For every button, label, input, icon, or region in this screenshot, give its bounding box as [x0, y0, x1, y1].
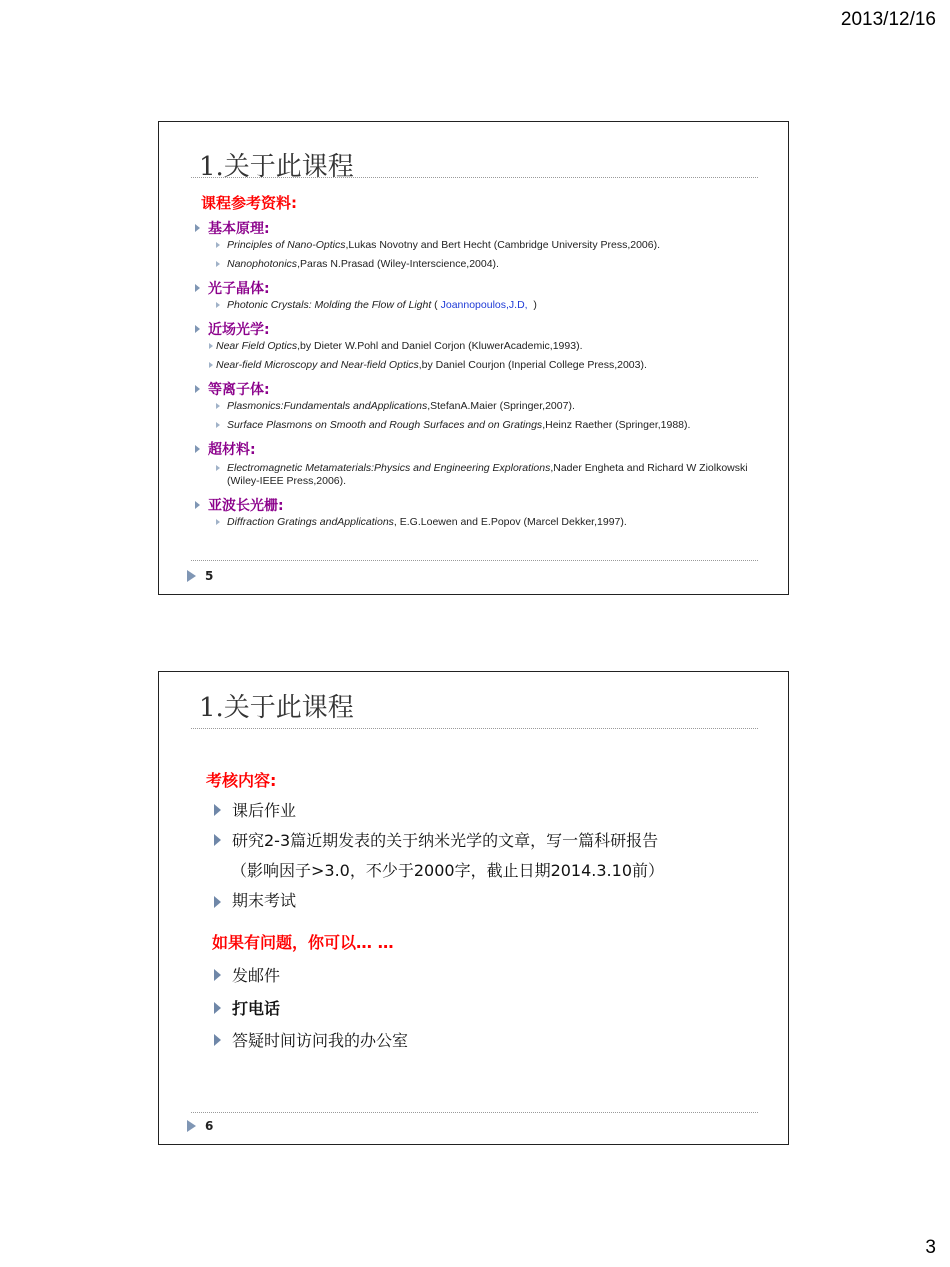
bullet-icon	[214, 969, 221, 981]
category-metamaterials	[195, 438, 775, 460]
bullet-icon	[214, 804, 221, 816]
bullet-icon	[209, 362, 213, 368]
reference-author-link[interactable]: Joannopoulos,J.D,	[440, 299, 528, 311]
references-heading: 课程参考资料:	[201, 194, 297, 212]
contact-item-text: 答疑时间访问我的办公室	[232, 1031, 409, 1050]
reference-item	[195, 340, 775, 353]
category-label: 亚波长光栅:	[208, 498, 284, 514]
bullet-icon	[216, 261, 220, 267]
reference-details: ,StefanA.Maier (Springer,2007).	[427, 400, 575, 412]
slide-number	[187, 1119, 213, 1133]
footer-divider	[191, 560, 758, 561]
reference-item	[195, 299, 775, 312]
exam-item-continuation: （影响因子>3.0，不少于2000字，截止日期2014.3.10前）	[231, 861, 665, 880]
reference-item	[195, 419, 775, 432]
slide-number-arrow-icon	[187, 1120, 196, 1132]
title-divider	[191, 728, 758, 729]
category-label: 基本原理:	[208, 221, 270, 237]
exam-heading: 考核内容:	[206, 771, 277, 790]
reference-details: ,Nader Engheta and Richard W Ziolkowski (Wiley-IEEE Press,2006).	[227, 462, 748, 487]
reference-item	[195, 516, 775, 529]
slide-title: 1.关于此课程	[199, 152, 354, 182]
category-subwavelength-gratings	[195, 494, 775, 516]
contact-item	[214, 996, 280, 1019]
bullet-icon	[216, 465, 220, 471]
bullet-icon	[214, 834, 221, 846]
references-list	[195, 217, 775, 535]
bullet-icon	[195, 284, 200, 292]
bullet-icon	[214, 1002, 221, 1014]
category-label: 光子晶体:	[208, 281, 270, 297]
reference-details: ,by Dieter W.Pohl and Daniel Corjon (KluwerAcademic,1993).	[297, 340, 583, 352]
reference-details: (	[431, 299, 441, 311]
reference-item	[195, 462, 775, 488]
slide-number	[187, 569, 213, 583]
reference-title: Diffraction Gratings andApplications	[227, 516, 394, 528]
page-date: 2013/12/16	[840, 9, 936, 30]
contact-heading: 如果有问题，你可以… …	[212, 933, 394, 952]
category-label: 近场光学:	[208, 322, 270, 338]
reference-item	[195, 400, 775, 413]
category-near-field-optics	[195, 318, 775, 340]
footer-divider	[191, 1112, 758, 1113]
bullet-icon	[195, 501, 200, 509]
category-label: 超材料:	[208, 442, 256, 458]
reference-title: Photonic Crystals: Molding the Flow of Light	[227, 299, 432, 311]
bullet-icon	[195, 445, 200, 453]
slide-number-text: 6	[205, 1119, 214, 1133]
contact-item-text: 打电话	[232, 999, 281, 1018]
contact-item	[214, 1028, 408, 1051]
category-label: 等离子体:	[208, 382, 270, 398]
exam-item	[214, 888, 296, 911]
slide-number-text: 5	[205, 569, 214, 583]
reference-item	[195, 239, 775, 252]
page-number: 3	[925, 1237, 936, 1258]
reference-details: ,Paras N.Prasad (Wiley-Interscience,2004).	[297, 258, 499, 270]
contact-item	[214, 963, 280, 986]
reference-details: ,Lukas Novotny and Bert Hecht (Cambridge University Press,2006).	[345, 239, 661, 251]
bullet-icon	[214, 1034, 221, 1046]
reference-title: Electromagnetic Metamaterials:Physics and Engineering Explorations	[227, 462, 551, 474]
bullet-icon	[216, 403, 220, 409]
reference-title: Principles of Nano-Optics	[227, 239, 346, 251]
reference-title: Near-field Microscopy and Near-field Optics	[216, 359, 419, 371]
reference-details: )	[527, 299, 537, 311]
slide-6	[158, 671, 789, 1145]
title-divider	[191, 177, 758, 178]
bullet-icon	[216, 302, 220, 308]
reference-details: ,Heinz Raether (Springer,1988).	[542, 419, 691, 431]
exam-item	[214, 828, 658, 851]
bullet-icon	[216, 242, 220, 248]
exam-item	[214, 798, 296, 821]
slide-title: 1.关于此课程	[199, 693, 354, 723]
bullet-icon	[195, 224, 200, 232]
slide-number-arrow-icon	[187, 570, 196, 582]
exam-item-text: 研究2-3篇近期发表的关于纳米光学的文章，写一篇科研报告	[232, 831, 659, 850]
bullet-icon	[214, 896, 221, 908]
contact-item-text: 发邮件	[232, 966, 281, 985]
slide-5	[158, 121, 789, 595]
bullet-icon	[216, 519, 220, 525]
category-plasmonics	[195, 378, 775, 400]
reference-title: Surface Plasmons on Smooth and Rough Surfaces and on Gratings	[227, 419, 543, 431]
exam-item-text: 期末考试	[232, 891, 297, 910]
reference-title: Near Field Optics	[216, 340, 298, 352]
reference-item	[195, 359, 775, 372]
category-photonic-crystals	[195, 277, 775, 299]
exam-item-text: 课后作业	[232, 801, 297, 820]
reference-details: , E.G.Loewen and E.Popov (Marcel Dekker,1997).	[393, 516, 627, 528]
bullet-icon	[216, 422, 220, 428]
bullet-icon	[209, 343, 213, 349]
reference-title: Plasmonics:Fundamentals andApplications	[227, 400, 428, 412]
bullet-icon	[195, 325, 200, 333]
reference-details: ,by Daniel Courjon (Inperial College Press,2003).	[418, 359, 647, 371]
reference-item	[195, 258, 775, 271]
category-fundamentals	[195, 217, 775, 239]
bullet-icon	[195, 385, 200, 393]
reference-title: Nanophotonics	[227, 258, 298, 270]
